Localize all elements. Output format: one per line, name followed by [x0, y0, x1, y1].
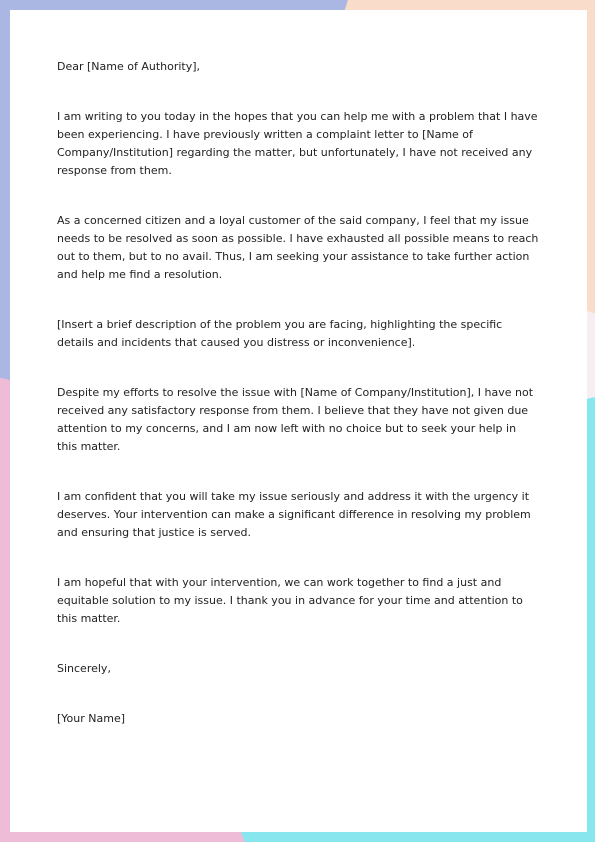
letter-paragraph-4: Despite my efforts to resolve the issue with [Name of Company/Institution], I have not received any satisfactory response from them. I believe that they have not given due attention to my concerns, and I am now left with no choice but to seek your help in this matter.: [57, 386, 534, 453]
letter-paragraph-1: I am writing to you today in the hopes that you can help me with a problem that I have been experiencing. I have previously written a complaint letter to [Name of Company/Institution] regarding the matter, but unfortunately, I have not received any response from them.: [57, 110, 538, 177]
letter-paragraph-3: [Insert a brief description of the problem you are facing, highlighting the specific details and incidents that caused you distress or inconvenience].: [57, 318, 503, 349]
letter-greeting: Dear [Name of Authority],: [57, 60, 201, 73]
letter-paragraph-2: As a concerned citizen and a loyal customer of the said company, I feel that my issue needs to be resolved as soon as possible. I have exhausted all possible means to reach out to them, but to no avail. Thus, I am seeking your assistance to take further action and help me find a resolution.: [57, 214, 539, 281]
letter-signature: [Your Name]: [57, 712, 126, 725]
letter-body: [57, 58, 539, 760]
letter-paragraph-5: I am confident that you will take my issue seriously and address it with the urgency it deserves. Your intervention can make a significant difference in resolving my problem and ensuring that justice is served.: [57, 490, 531, 539]
letter-closing: Sincerely,: [57, 662, 111, 675]
letter-paragraph-6: I am hopeful that with your intervention, we can work together to find a just and equitable solution to my issue. I thank you in advance for your time and attention to this matter.: [57, 576, 523, 625]
letter-page: [10, 10, 587, 832]
